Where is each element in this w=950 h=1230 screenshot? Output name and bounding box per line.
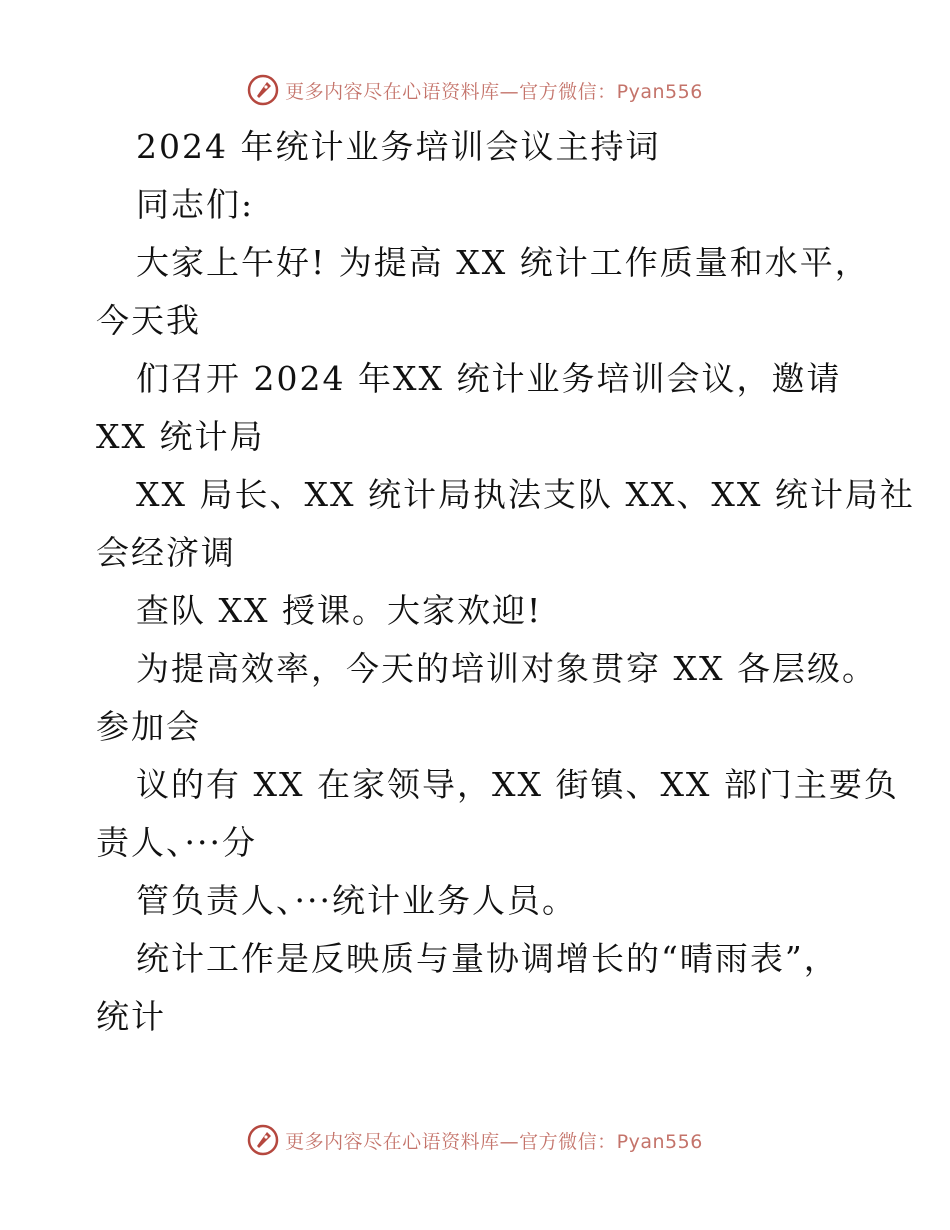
text-line: XX 统计局 (96, 417, 265, 456)
text-line: 管负责人、···统计业务人员。 (136, 881, 577, 920)
text-line: 大家上午好! 为提高 XX 统计工作质量和水平， (136, 243, 870, 282)
pen-nib-logo-icon (247, 74, 279, 106)
text-line: 查队 XX 授课。大家欢迎! (136, 591, 543, 630)
text-line: XX 局长、XX 统计局执法支队 XX、XX 统计局社 (136, 475, 915, 514)
banner-text: 更多内容尽在心语资料库—官方微信：Pyan556 (285, 80, 703, 103)
text-line: 2024 年统计业务培训会议主持词 (136, 127, 661, 166)
text-line: 会经济调 (96, 533, 236, 572)
banner-text: 更多内容尽在心语资料库—官方微信：Pyan556 (285, 1130, 703, 1153)
text-line: 议的有 XX 在家领导，XX 街镇、XX 部门主要负 (136, 765, 899, 804)
text-line: 今天我 (96, 301, 201, 340)
text-line: 参加会 (96, 707, 201, 746)
document-body (96, 118, 915, 1046)
footer-banner (0, 1120, 950, 1160)
text-line: 统计 (96, 997, 166, 1036)
pen-nib-logo-icon (247, 1124, 279, 1156)
text-line: 统计工作是反映质与量协调增长的“晴雨表”， (136, 939, 839, 978)
header-banner (0, 70, 950, 110)
text-line: 为提高效率，今天的培训对象贯穿 XX 各层级。 (136, 649, 877, 688)
text-line: 责人、···分 (96, 823, 257, 862)
text-line: 们召开 2024 年XX 统计业务培训会议，邀请 (136, 359, 842, 398)
text-line: 同志们: (136, 185, 255, 224)
